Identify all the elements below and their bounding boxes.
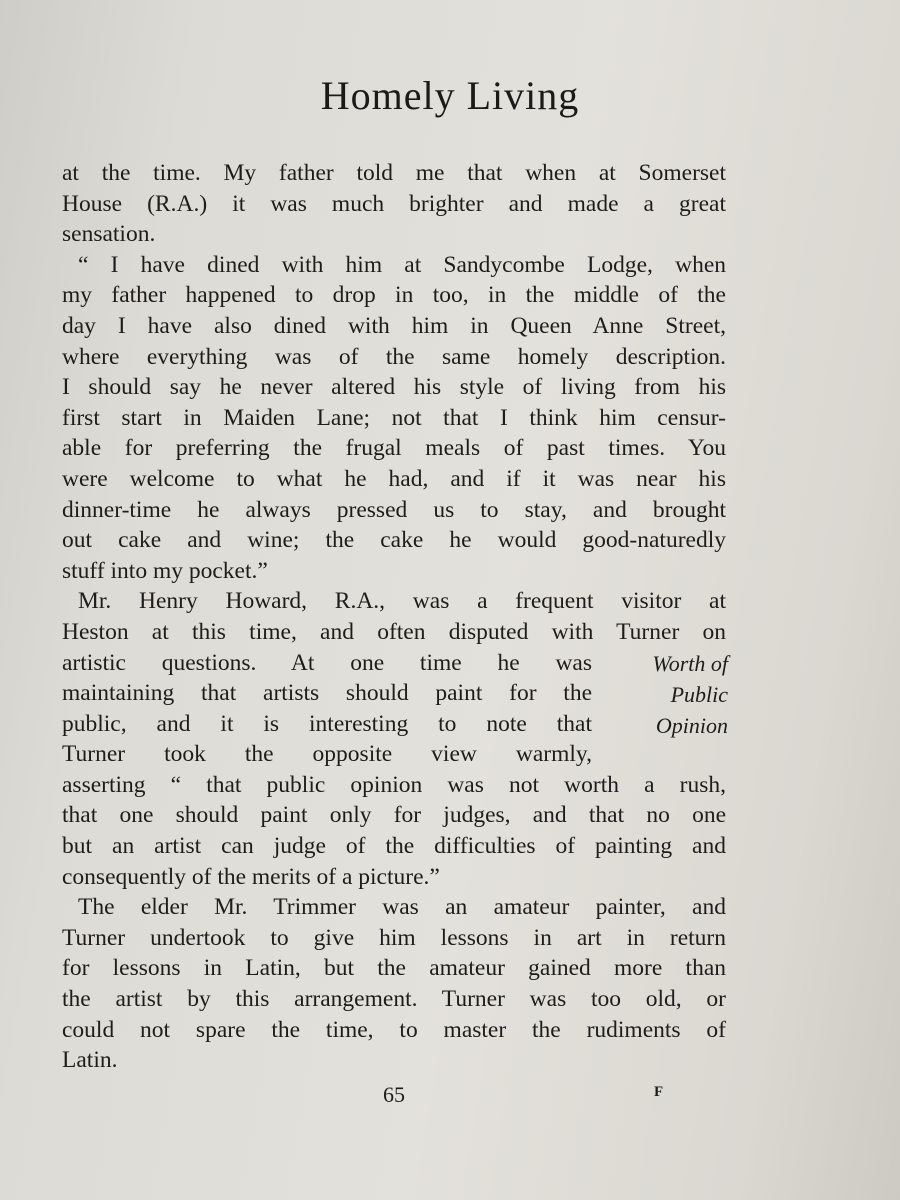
text-line: Turner undertook to give him lessons in art in return [62,924,726,951]
text-line: that one should paint only for judges, and that no one [62,802,726,829]
text-line: consequently of the merits of a picture.” [62,863,440,890]
wrapped-lines [62,648,592,770]
text-line: dinner-time he always pressed us to stay, and brought [62,496,726,523]
paragraph-block-bottom [62,770,726,1076]
text-line: my father happened to drop in too, in the middle of the [62,282,726,309]
margin-note [610,648,728,741]
margin-note-line: Public [670,681,728,707]
text-line: for lessons in Latin, but the amateur gained more than [62,955,726,982]
text-line: first start in Maiden Lane; not that I think him censur- [62,404,726,431]
running-title: Homely Living [320,73,580,118]
text-line: could not spare the time, to master the rudiments of [62,1016,726,1043]
text-line: day I have also dined with him in Queen Anne Street, [62,312,726,339]
page-number: 65 [383,1082,405,1107]
text-line: stuff into my pocket.” [62,557,268,584]
margin-note-line: Opinion [655,712,728,738]
text-line: Heston at this time, and often disputed with Turner on [62,618,726,645]
signature-mark: F [654,1084,664,1100]
text-line: Latin. [62,1047,118,1074]
sidenote-section [62,648,726,770]
text-line: were welcome to what he had, and if it was near his [62,465,726,492]
margin-note-line: Worth of [652,650,728,676]
text-line: Turner took the opposite view warmly, [62,741,592,768]
paragraph-block-top [62,158,726,648]
text-line: artistic questions. At one time he was [62,649,592,676]
text-line: The elder Mr. Trimmer was an amateur painter, and [78,894,726,921]
text-line: public, and it is interesting to note that [62,710,592,737]
text-line: the artist by this arrangement. Turner was too old, or [62,986,726,1013]
text-line: Mr. Henry Howard, R.A., was a frequent visitor at [78,588,726,615]
body-text [62,158,726,1076]
text-line: maintaining that artists should paint for the [62,680,592,707]
text-line: asserting “ that public opinion was not worth a rush, [62,771,726,798]
text-line: but an artist can judge of the difficulties of painting and [62,833,726,860]
text-line: sensation. [62,221,156,248]
text-line: able for preferring the frugal meals of past times. You [62,435,726,462]
text-line: out cake and wine; the cake he would good-naturedly [62,527,726,554]
text-line: “ I have dined with him at Sandycombe Lodge, when [78,251,726,278]
text-line: where everything was of the same homely description. [62,343,726,370]
text-line: House (R.A.) it was much brighter and made a great [62,190,726,217]
text-line: at the time. My father told me that when at Somerset [62,160,726,186]
text-line: I should say he never altered his style of living from his [62,374,726,401]
